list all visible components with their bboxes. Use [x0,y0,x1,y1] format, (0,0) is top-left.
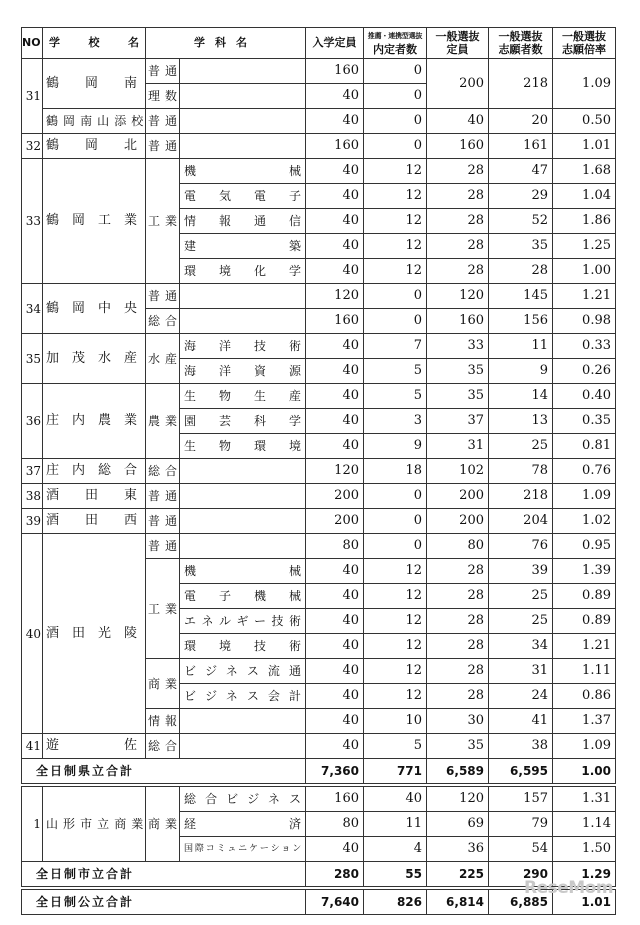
dept-name [180,84,306,109]
school-name: 酒田西 [43,509,146,534]
capacity: 40 [306,634,364,659]
header-applicants [489,28,553,59]
recommended: 12 [364,259,427,284]
capacity: 7,360 [306,759,364,784]
field-name: 普通 [146,534,180,559]
header-row [22,28,616,59]
dept-name [180,534,306,559]
header-capacity: 入学定員 [306,28,364,59]
school-no: 36 [22,384,43,459]
recommended: 12 [364,159,427,184]
recommended: 5 [364,384,427,409]
dept-name [180,734,306,759]
recommended: 12 [364,659,427,684]
total-label: 全日制市立合計 [22,862,306,887]
capacity: 40 [306,659,364,684]
field-name: 商業 [146,787,180,862]
ratio: 1.04 [553,184,616,209]
field-name: 普通 [146,109,180,134]
school-no: 38 [22,484,43,509]
capacity: 40 [306,184,364,209]
school-name: 鶴岡中央 [43,284,146,334]
recommended: 4 [364,837,427,862]
dept-name [180,484,306,509]
ratio: 1.01 [553,890,616,915]
recommended: 55 [364,862,427,887]
school-name: 庄内農業 [43,384,146,459]
school-no: 35 [22,334,43,384]
capacity: 40 [306,334,364,359]
recommended: 771 [364,759,427,784]
recommended: 0 [364,484,427,509]
dept-name: ビジネス会計 [180,684,306,709]
recommended: 0 [364,534,427,559]
capacity: 40 [306,837,364,862]
general-capacity: 6,589 [427,759,489,784]
general-capacity: 37 [427,409,489,434]
school-name: 鶴岡南山添校 [43,109,146,134]
recommended: 0 [364,509,427,534]
capacity: 160 [306,309,364,334]
header-ratio-bottom: 志願倍率 [562,43,606,56]
capacity: 120 [306,284,364,309]
ratio: 0.86 [553,684,616,709]
applicants: 34 [489,634,553,659]
header-ratio-top: 一般選抜 [562,30,606,43]
general-capacity: 200 [427,484,489,509]
table-row [22,59,616,84]
ratio: 0.89 [553,609,616,634]
field-name: 工業 [146,559,180,659]
recommended: 12 [364,684,427,709]
total-label: 全日制県立合計 [22,759,306,784]
school-no: 37 [22,459,43,484]
general-capacity: 225 [427,862,489,887]
ratio: 1.39 [553,559,616,584]
capacity: 40 [306,384,364,409]
capacity: 40 [306,209,364,234]
school-name: 庄内総合 [43,459,146,484]
recommended: 0 [364,84,427,109]
applicants: 204 [489,509,553,534]
field-name: 総合 [146,734,180,759]
dept-name: 機械 [180,159,306,184]
general-capacity: 28 [427,559,489,584]
applicants: 13 [489,409,553,434]
field-name: 普通 [146,284,180,309]
applicants: 6,885 [489,890,553,915]
recommended: 12 [364,609,427,634]
capacity: 40 [306,434,364,459]
general-capacity: 200 [427,59,489,109]
table-row [22,284,616,309]
ratio: 0.98 [553,309,616,334]
capacity: 40 [306,259,364,284]
prefectural-total-row [22,759,616,784]
school-name: 鶴岡工業 [43,159,146,284]
field-name: 理数 [146,84,180,109]
recommended: 0 [364,134,427,159]
ratio: 1.86 [553,209,616,234]
ratio: 1.00 [553,259,616,284]
table-row [22,787,616,812]
school-name: 山形市立商業 [43,787,146,862]
ratio: 1.50 [553,837,616,862]
capacity: 40 [306,409,364,434]
general-capacity: 35 [427,734,489,759]
general-capacity: 6,814 [427,890,489,915]
ratio: 1.09 [553,734,616,759]
resemom-watermark: ReseMom [524,878,614,898]
capacity: 40 [306,84,364,109]
capacity: 40 [306,559,364,584]
general-capacity: 28 [427,684,489,709]
ratio: 0.50 [553,109,616,134]
capacity: 40 [306,584,364,609]
applicants: 76 [489,534,553,559]
recommended: 40 [364,787,427,812]
general-capacity: 120 [427,284,489,309]
capacity: 160 [306,59,364,84]
general-capacity: 28 [427,634,489,659]
applicants: 28 [489,259,553,284]
capacity: 280 [306,862,364,887]
ratio: 0.76 [553,459,616,484]
capacity: 200 [306,484,364,509]
header-no: NO [22,28,43,59]
ratio: 1.09 [553,59,616,109]
dept-name [180,284,306,309]
header-ratio [553,28,616,59]
table-row [22,134,616,159]
table-row [22,509,616,534]
header-general-capacity-bottom: 定員 [446,43,469,56]
applicants: 9 [489,359,553,384]
school-no: 32 [22,134,43,159]
school-name: 酒田東 [43,484,146,509]
applicants: 157 [489,787,553,812]
general-capacity: 120 [427,787,489,812]
school-name: 鶴岡北 [43,134,146,159]
applicants: 156 [489,309,553,334]
general-capacity: 30 [427,709,489,734]
general-capacity: 28 [427,584,489,609]
dept-name: 国際コミュニケーション [180,837,306,862]
school-no: 33 [22,159,43,284]
applicants: 79 [489,812,553,837]
field-name: 普通 [146,59,180,84]
ratio: 0.89 [553,584,616,609]
dept-name: エネルギー技術 [180,609,306,634]
ratio: 0.81 [553,434,616,459]
header-school: 学校名 [43,28,146,59]
dept-name [180,134,306,159]
applicants: 24 [489,684,553,709]
recommended: 12 [364,634,427,659]
school-no: 34 [22,284,43,334]
general-capacity: 28 [427,159,489,184]
general-capacity: 28 [427,209,489,234]
field-name: 普通 [146,509,180,534]
dept-name: 電子機械 [180,584,306,609]
table-row [22,334,616,359]
capacity: 40 [306,684,364,709]
ratio: 1.11 [553,659,616,684]
school-name: 加茂水産 [43,334,146,384]
dept-name [180,509,306,534]
field-name: 総合 [146,309,180,334]
capacity: 200 [306,509,364,534]
table-row [22,109,616,134]
recommended: 12 [364,209,427,234]
recommended: 826 [364,890,427,915]
recommended: 9 [364,434,427,459]
dept-name: 園芸科学 [180,409,306,434]
field-name: 情報 [146,709,180,734]
field-name: 総合 [146,459,180,484]
table-row [22,484,616,509]
admissions-table [21,27,616,915]
applicants: 47 [489,159,553,184]
capacity: 80 [306,812,364,837]
applicants: 39 [489,559,553,584]
recommended: 12 [364,184,427,209]
field-name: 商業 [146,659,180,709]
capacity: 40 [306,709,364,734]
general-capacity: 160 [427,309,489,334]
dept-name [180,309,306,334]
recommended: 12 [364,559,427,584]
dept-name [180,109,306,134]
applicants: 20 [489,109,553,134]
recommended: 11 [364,812,427,837]
dept-name: 生物環境 [180,434,306,459]
applicants: 290 [489,862,553,887]
admissions-table-page [21,27,616,915]
capacity: 40 [306,109,364,134]
applicants: 25 [489,609,553,634]
ratio: 1.21 [553,284,616,309]
general-capacity: 35 [427,384,489,409]
header-applicants-bottom: 志願者数 [498,43,543,56]
applicants: 6,595 [489,759,553,784]
dept-name: 建築 [180,234,306,259]
ratio: 1.01 [553,134,616,159]
header-applicants-top: 一般選抜 [498,30,543,43]
field-name: 普通 [146,484,180,509]
table-row [22,384,616,409]
dept-name: 経済 [180,812,306,837]
ratio: 1.00 [553,759,616,784]
applicants: 38 [489,734,553,759]
header-general-capacity-top: 一般選抜 [435,30,480,43]
dept-name: 環境技術 [180,634,306,659]
general-capacity: 28 [427,609,489,634]
applicants: 145 [489,284,553,309]
header-department: 学科名 [146,28,306,59]
applicants: 218 [489,484,553,509]
applicants: 161 [489,134,553,159]
ratio: 1.29 [553,862,616,887]
applicants: 218 [489,59,553,109]
recommended: 10 [364,709,427,734]
general-capacity: 35 [427,359,489,384]
dept-name: 海洋技術 [180,334,306,359]
school-no: 39 [22,509,43,534]
header-general-capacity [427,28,489,59]
dept-name: ビジネス流通 [180,659,306,684]
capacity: 7,640 [306,890,364,915]
ratio: 1.14 [553,812,616,837]
capacity: 120 [306,459,364,484]
general-capacity: 80 [427,534,489,559]
applicants: 25 [489,584,553,609]
capacity: 40 [306,734,364,759]
ratio: 0.35 [553,409,616,434]
dept-name [180,459,306,484]
general-capacity: 36 [427,837,489,862]
dept-name [180,59,306,84]
ratio: 1.37 [553,709,616,734]
header-recommended-sub: 推薦・連携型選抜 [367,32,423,40]
ratio: 1.02 [553,509,616,534]
school-no: 40 [22,534,43,734]
recommended: 0 [364,109,427,134]
general-capacity: 160 [427,134,489,159]
recommended: 12 [364,234,427,259]
applicants: 52 [489,209,553,234]
capacity: 160 [306,134,364,159]
ratio: 0.33 [553,334,616,359]
recommended: 0 [364,59,427,84]
dept-name: 情報通信 [180,209,306,234]
general-capacity: 31 [427,434,489,459]
dept-name: 生物生産 [180,384,306,409]
capacity: 40 [306,609,364,634]
school-no: 31 [22,59,43,134]
capacity: 80 [306,534,364,559]
table-row [22,459,616,484]
field-name: 水産 [146,334,180,384]
header-recommended [364,28,427,59]
general-capacity: 102 [427,459,489,484]
recommended: 5 [364,734,427,759]
recommended: 3 [364,409,427,434]
applicants: 11 [489,334,553,359]
recommended: 5 [364,359,427,384]
school-name: 鶴岡南 [43,59,146,109]
capacity: 40 [306,159,364,184]
general-capacity: 33 [427,334,489,359]
applicants: 25 [489,434,553,459]
dept-name: 電気電子 [180,184,306,209]
ratio: 1.31 [553,787,616,812]
dept-name [180,709,306,734]
applicants: 41 [489,709,553,734]
dept-name: 環境化学 [180,259,306,284]
general-capacity: 28 [427,259,489,284]
applicants: 78 [489,459,553,484]
total-label: 全日制公立合計 [22,890,306,915]
applicants: 29 [489,184,553,209]
capacity: 40 [306,234,364,259]
recommended: 12 [364,584,427,609]
general-capacity: 200 [427,509,489,534]
dept-name: 海洋資源 [180,359,306,384]
general-capacity: 28 [427,184,489,209]
recommended: 0 [364,284,427,309]
recommended: 18 [364,459,427,484]
ratio: 0.40 [553,384,616,409]
field-name: 普通 [146,134,180,159]
header-recommended-main: 内定者数 [373,43,417,56]
ratio: 1.21 [553,634,616,659]
table-row [22,534,616,559]
applicants: 35 [489,234,553,259]
applicants: 31 [489,659,553,684]
dept-name: 機械 [180,559,306,584]
ratio: 0.26 [553,359,616,384]
general-capacity: 28 [427,659,489,684]
school-name: 酒田光陵 [43,534,146,734]
ratio: 1.25 [553,234,616,259]
general-capacity: 40 [427,109,489,134]
school-name: 遊佐 [43,734,146,759]
general-capacity: 69 [427,812,489,837]
recommended: 0 [364,309,427,334]
table-row [22,159,616,184]
school-no: 41 [22,734,43,759]
field-name: 農業 [146,384,180,459]
ratio: 1.09 [553,484,616,509]
applicants: 54 [489,837,553,862]
school-no: 1 [22,787,43,862]
general-capacity: 28 [427,234,489,259]
ratio: 1.68 [553,159,616,184]
table-row [22,734,616,759]
ratio: 0.95 [553,534,616,559]
dept-name: 総合ビジネス [180,787,306,812]
capacity: 40 [306,359,364,384]
capacity: 160 [306,787,364,812]
field-name: 工業 [146,159,180,284]
applicants: 14 [489,384,553,409]
recommended: 7 [364,334,427,359]
